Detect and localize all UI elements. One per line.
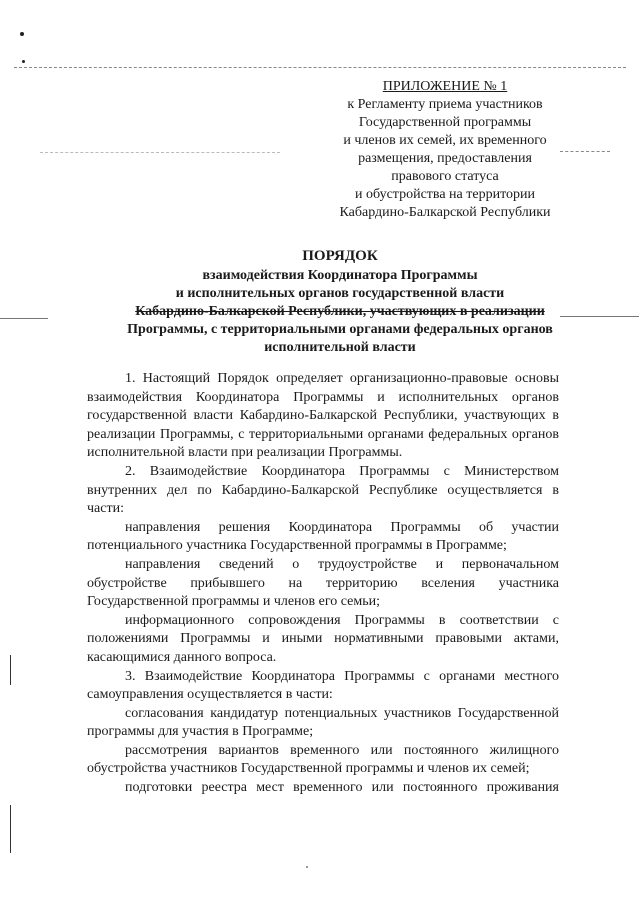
paragraph: информационного сопровождения Программы в соответствии с положениями Программы и иными нормативными правовыми актами, касающимися данного вопроса. — [87, 612, 559, 665]
paragraph: 1. Настоящий Порядок определяет организационно-правовые основы взаимодействия Координатора Программы и исполнительных органов государственной власти Кабардино-Балкарской Республики, участвующих в реализации Программы, с территориальными органами федеральных органов исполнительной власти при реализации Программы. — [87, 371, 559, 461]
appendix-line: Государственной программы — [358, 115, 532, 130]
scan-line — [40, 152, 280, 153]
appendix-line: и членов их семей, их временного — [343, 133, 547, 148]
scan-line — [14, 67, 626, 68]
scan-margin-mark — [10, 655, 11, 685]
appendix-line: Кабардино-Балкарской Республики — [339, 205, 551, 220]
paragraph: направления сведений о трудоустройстве и первоначальном обустройстве прибывшего на территорию вселения участника Государственной программы и членов его семьи; — [87, 556, 559, 610]
appendix-line: размещения, предоставления — [358, 151, 532, 166]
paragraph: согласования кандидатур потенциальных участников Государственной программы для участия в Программе; — [87, 705, 559, 740]
title-line: Кабардино-Балкарской Республики, участвующих в реализации — [135, 304, 545, 319]
appendix-heading: ПРИЛОЖЕНИЕ № 1 — [382, 79, 508, 94]
title-line: и исполнительных органов государственной власти — [175, 286, 505, 301]
title-line: исполнительной власти — [264, 340, 416, 355]
scan-line — [0, 318, 48, 319]
appendix-line: к Регламенту приема участников — [347, 97, 543, 112]
title-line: взаимодействия Координатора Программы — [202, 268, 478, 283]
scan-speck — [306, 866, 308, 868]
paragraph: подготовки реестра мест временного или постоянного проживания — [125, 780, 559, 796]
scan-speck — [22, 60, 25, 63]
paragraph: 2. Взаимодействие Координатора Программы с Министерством внутренних дел по Кабардино-Балкарской Республике осуществляется в части: — [87, 463, 559, 517]
appendix-line: и обустройства на территории — [355, 187, 535, 202]
scan-speck — [20, 32, 24, 36]
paragraph: направления решения Координатора Программы об участии потенциального участника Государственной программы в Программе; — [87, 519, 559, 554]
document-body — [87, 370, 559, 798]
appendix-line: правового статуса — [391, 169, 499, 184]
document-title: ПОРЯДОК — [302, 248, 378, 264]
scan-margin-mark — [10, 805, 11, 853]
paragraph: 3. Взаимодействие Координатора Программы с органами местного самоуправления осуществляется в части: — [87, 668, 559, 703]
paragraph: рассмотрения вариантов временного или постоянного жилищного обустройства участников Государственной программы и членов их семей; — [87, 742, 559, 777]
document-title-block — [60, 247, 620, 357]
title-line: Программы, с территориальными органами федеральных органов — [127, 322, 553, 337]
appendix-block — [300, 78, 590, 222]
